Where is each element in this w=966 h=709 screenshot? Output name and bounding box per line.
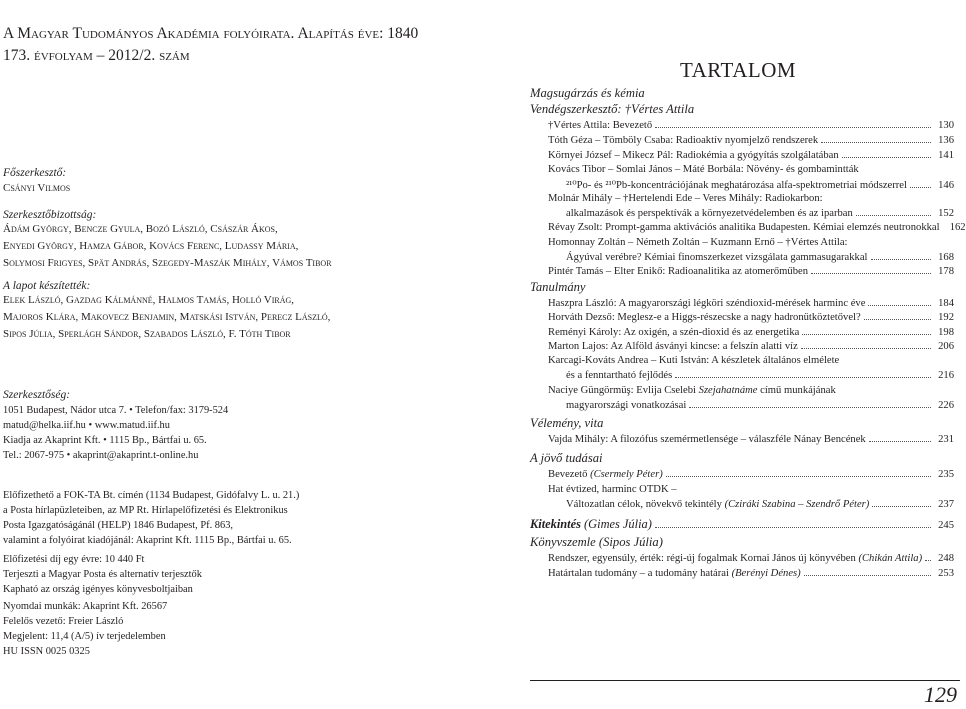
subscription-line: Előfizethető a FOK-TA Bt. címén (1134 Budapest, Gidófalvy L. u. 21.) [3,490,300,501]
preparers-line: Elek László, Gazdag Kálmánné, Halmos Tamás, Holló Virág, [3,294,295,306]
toc-entry[interactable]: Vajda Mihály: A filozófus szemérmetlensége – válaszféle Nánay Bencének 231 [548,434,954,445]
preparers-line: Majoros Klára, Makovecz Benjamin, Matskási István, Perecz László, [3,311,331,323]
toc-entry[interactable]: Kitekintés (Gimes Júlia) 245 [530,517,954,531]
toc-entry[interactable]: Bevezető (Csermely Péter) 235 [548,469,954,480]
subscription-line: valamint a folyóirat kiadójánál: Akaprint Kft. 1115 Bp., Bártfai u. 65. [3,535,292,546]
toc-entry[interactable]: Környei József – Mikecz Pál: Radiokémia a gyógyítás szolgálatában 141 [548,150,954,161]
price-line: Terjeszti a Magyar Posta és alternatív terjesztők [3,569,202,580]
toc-title: TARTALOM [680,58,797,82]
toc-entry[interactable]: és a fenntartható fejlődés 216 [566,370,954,381]
toc-entry-line[interactable]: Naciye Güngörmüş: Evlija Cselebi Szejahatnáme című munkájának [548,385,836,396]
toc-entry[interactable]: Horváth Dezső: Meglesz-e a Higgs-részecske a nagy hadronütköztetővel? 192 [548,312,954,323]
toc-entry[interactable]: Haszpra László: A magyarországi légköri széndioxid-mérések harminc éve 184 [548,298,954,309]
toc-section-heading: Tanulmány [530,280,586,294]
footer-rule [530,680,960,681]
toc-section-heading: Könyvszemle (Sipos Júlia) [530,535,663,549]
toc-section-heading: A jövő tudásai [530,451,603,465]
toc-entry[interactable]: magyarországi vonatkozásai 226 [566,400,954,411]
toc-entry-line[interactable]: Karcagi-Kováts Andrea – Kuti István: A készletek általános elmélete [548,355,840,366]
board-line: Solymosi Frigyes, Spät András, Szegedy-Maszák Mihály, Vámos Tibor [3,257,332,269]
office-line: Kiadja az Akaprint Kft. • 1115 Bp., Bártfai u. 65. [3,435,207,446]
office-line: 1051 Budapest, Nádor utca 7. • Telefon/fax: 3179-524 [3,405,229,416]
editor-name: Csányi Vilmos [3,182,71,194]
toc-section-heading: Magsugárzás és kémia [530,86,645,100]
toc-guest-editor: Vendégszerkesztő: †Vértes Attila [530,102,695,116]
issn-line: HU ISSN 0025 0325 [3,646,90,657]
subscription-line: Posta Igazgatóságánál (HELP) 1846 Budapest, Pf. 863, [3,520,233,531]
toc-entry[interactable]: Pintér Tamás – Elter Enikő: Radioanalitika az atomerőműben 178 [548,266,954,277]
editor-label: Főszerkesztő: [3,167,67,179]
toc-entry[interactable]: alkalmazások és perspektívák a környezetvédelemben és az iparban 152 [566,208,954,219]
toc-entry[interactable]: Határtalan tudomány – a tudomány határai (Berényi Dénes) 253 [548,568,954,579]
printing-line: Nyomdai munkák: Akaprint Kft. 26567 [3,601,168,612]
toc-entry-line[interactable]: Kovács Tibor – Somlai János – Máté Borbála: Növény- és gombamintták [548,164,859,175]
toc-entry[interactable]: Tóth Géza – Tömböly Csaba: Radioaktív nyomjelző rendszerek 136 [548,135,954,146]
toc-section-heading: Vélemény, vita [530,416,604,430]
toc-entry[interactable]: Ágyúval verébre? Kémiai finomszerkezet vizsgálata gammasugarakkal 168 [566,252,954,263]
board-line: Enyedi György, Hamza Gábor, Kovács Ferenc, Ludassy Mária, [3,240,299,252]
toc-entry-line[interactable]: Homonnay Zoltán – Németh Zoltán – Kuzmann Ernő – †Vértes Attila: [548,237,848,248]
toc-entry[interactable]: Rendszer, egyensúly, érték: régi-új fogalmak Kornai János új könyvében (Chikán Attila) 248 [548,553,954,564]
toc-entry[interactable]: †Vértes Attila: Bevezető 130 [548,120,954,131]
toc-entry[interactable]: Reményi Károly: Az oxigén, a szén-dioxid és az energetika 198 [548,327,954,338]
office-line: Tel.: 2067-975 • akaprint@akaprint.t-online.hu [3,450,199,461]
subscription-line: a Posta hírlapüzleteiben, az MP Rt. Hírlapelőfizetési és Elektronikus [3,505,288,516]
masthead-title: A Magyar Tudományos Akadémia folyóirata. Alapítás éve: 1840 [3,25,419,42]
preparers-label: A lapot készítették: [3,280,91,292]
printing-line: Felelős vezető: Freier László [3,616,124,627]
office-line: matud@helka.iif.hu • www.matud.iif.hu [3,420,170,431]
board-line: Ádám György, Bencze Gyula, Bozó László, Császár Ákos, [3,223,278,235]
board-label: Szerkesztőbizottság: [3,209,97,221]
office-label: Szerkesztőség: [3,389,71,401]
toc-entry-line[interactable]: Molnár Mihály – †Hertelendi Ede – Veres Mihály: Radiokarbon: [548,193,823,204]
masthead-issue: 173. évfolyam – 2012/2. szám [3,47,190,64]
toc-entry[interactable]: Marton Lajos: Az Alföld ásványi kincse: a felszín alatti víz 206 [548,341,954,352]
printing-line: Megjelent: 11,4 (A/5) ív terjedelemben [3,631,166,642]
preparers-line: Sipos Júlia, Sperlágh Sándor, Szabados László, F. Tóth Tibor [3,328,291,340]
toc-entry[interactable]: Révay Zsolt: Prompt-gamma aktivációs analitika Budapesten. Kémiai elemzés neutronokkal 162 [548,222,966,233]
price-line: Kapható az ország igényes könyvesboltjaiban [3,584,193,595]
price-line: Előfizetési díj egy évre: 10 440 Ft [3,554,145,565]
page-number: 129 [924,682,957,707]
toc-entry-line[interactable]: Hat évtized, harminc OTDK – [548,484,677,495]
toc-entry[interactable]: ²¹⁰Po- és ²¹⁰Pb-koncentrációjának meghatározása alfa-spektrometriai módszerrel 146 [566,180,954,191]
toc-entry[interactable]: Változatlan célok, növekvő tekintély (Cziráki Szabina – Szendrő Péter) 237 [566,499,954,510]
